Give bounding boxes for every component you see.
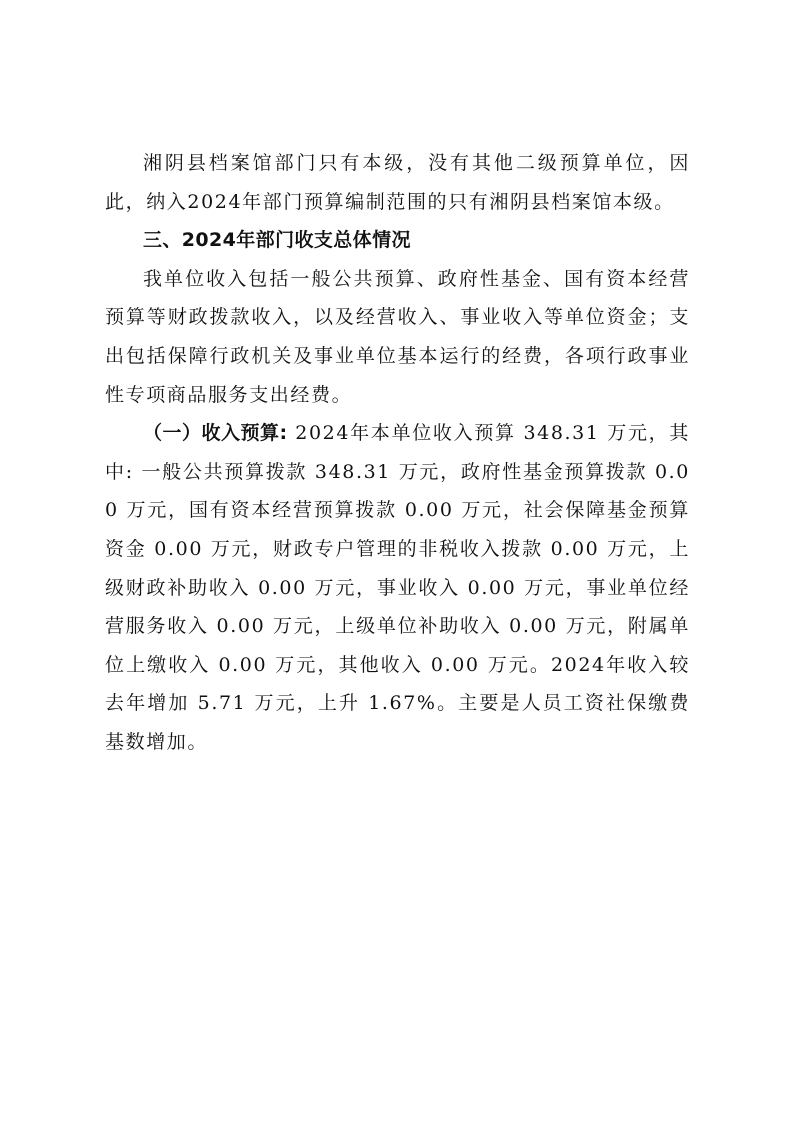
paragraph-scope: 湘阴县档案馆部门只有本级，没有其他二级预算单位，因此，纳入2024年部门预算编制范围的只有湘阴县档案馆本级。 — [105, 152, 690, 213]
document-body — [105, 144, 690, 762]
income-budget-lead: （一）收入预算: — [143, 422, 288, 445]
income-budget-text: 2024年本单位收入预算 348.31 万元，其中: 一般公共预算拨款 348.31 万元，政府性基金预算拨款 0.00 万元，国有资本经营预算拨款 0.00 万元，社会保障基金预算资金 0.00 万元，财政专户管理的非税收入拨款 0.00 万元，上级财政补助收入 0.00 万元，事业收入 0.00 万元，事业单位经营服务收入 0.00 万元，上级单位补助收入 0.00 万元，附属单位上缴收入 0.00 万元，其他收入 0.00 万元。2024年收入较去年增加 5.71 万元，上升 1.67%。主要是人员工资社保缴费基数增加。 — [105, 422, 690, 753]
paragraph-revenue-expenditure-scope: 我单位收入包括一般公共预算、政府性基金、国有资本经营预算等财政拨款收入，以及经营收入、事业收入等单位资金；支出包括保障行政机关及事业单位基本运行的经费，各项行政事业性专项商品服务支出经费。 — [105, 267, 690, 406]
paragraph-income-budget — [105, 414, 690, 761]
section-heading: 三、2024年部门收支总体情况 — [143, 229, 411, 252]
